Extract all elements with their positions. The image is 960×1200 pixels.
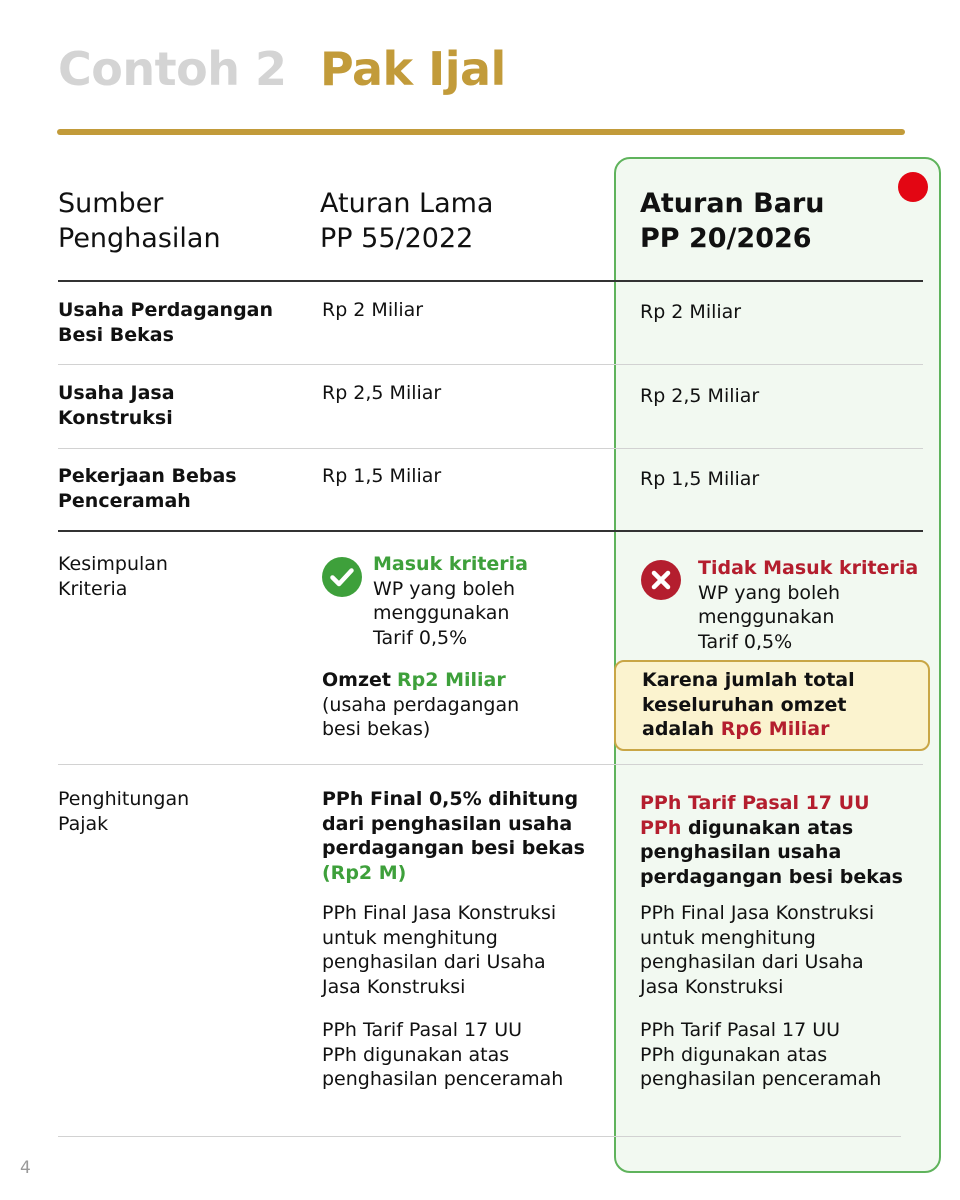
row-source-2 (58, 381, 175, 430)
old-p1-line: perdagangan besi bekas (322, 837, 585, 859)
status-masuk: Masuk kriteria (373, 553, 529, 575)
new-p1-red: PPh (640, 816, 682, 839)
note-line: Karena jumlah total (642, 669, 855, 691)
new-p3-line: PPh digunakan atas (640, 1043, 828, 1066)
title-name: Pak Ijal (320, 42, 506, 96)
new-p1 (640, 791, 903, 889)
kesimpulan-new-desc: WP yang boleh (698, 581, 841, 604)
header-source-line2: Penghasilan (58, 223, 221, 254)
omzet-label: Omzet (322, 669, 391, 691)
omzet-old (322, 668, 519, 742)
row-old-value-3: Rp 1,5 Miliar (322, 465, 442, 487)
old-p3-line: PPh Tarif Pasal 17 UU (322, 1019, 523, 1041)
section-divider (58, 530, 923, 532)
new-p2-line: PPh Final Jasa Konstruksi (640, 902, 875, 924)
old-p2-line: untuk menghitung (322, 926, 498, 949)
omzet-note: (usaha perdagangan (322, 693, 520, 716)
x-circle-icon (641, 560, 681, 600)
kesimpulan-label (58, 552, 168, 601)
status-tidak-masuk: Tidak Masuk kriteria (698, 557, 919, 579)
row-new-value-2: Rp 2,5 Miliar (640, 385, 760, 407)
old-p3-line: penghasilan penceramah (322, 1068, 564, 1090)
kesimpulan-label-line2: Kriteria (58, 577, 128, 600)
new-p3 (640, 1018, 903, 1092)
old-p2 (322, 901, 585, 999)
row-source-3 (58, 464, 237, 513)
new-p3-line: penghasilan penceramah (640, 1068, 882, 1090)
page-number: 4 (20, 1158, 31, 1178)
kesimpulan-old-desc: Tarif 0,5% (373, 626, 468, 649)
header-new-line1: Aturan Baru (640, 188, 825, 219)
omzet-note-text (642, 668, 855, 742)
row-source-line: Konstruksi (58, 406, 173, 429)
header-old-line2: PP 55/2022 (320, 223, 474, 254)
omzet-note: besi bekas) (322, 718, 431, 740)
new-p1-rest: digunakan atas (681, 816, 854, 839)
new-p3-line: PPh Tarif Pasal 17 UU (640, 1019, 841, 1041)
old-p1-line: PPh Final 0,5% dihitung (322, 788, 579, 810)
header-source (58, 186, 221, 256)
row-divider (58, 448, 923, 449)
row-source-line: Usaha Perdagangan (58, 299, 274, 321)
old-p2-line: Jasa Konstruksi (322, 975, 466, 998)
kesimpulan-new-desc: menggunakan (698, 606, 835, 628)
penghitungan-label-line1: Penghitungan (58, 788, 190, 810)
header-old-line1: Aturan Lama (320, 188, 494, 219)
old-p1-value: (Rp2 M) (322, 861, 407, 884)
header-new-line2: PP 20/2026 (640, 223, 812, 254)
penghitungan-label-line2: Pajak (58, 812, 109, 835)
bottom-divider (58, 1136, 901, 1137)
row-divider (58, 364, 923, 365)
old-p1 (322, 787, 585, 885)
row-source-line: Besi Bekas (58, 323, 174, 346)
new-p1-line: penghasilan usaha (640, 841, 842, 863)
kesimpulan-new-desc: Tarif 0,5% (698, 630, 793, 653)
penghitungan-new (640, 791, 903, 1092)
kesimpulan-old (373, 552, 528, 650)
row-source-line: Penceramah (58, 489, 191, 512)
kesimpulan-new (698, 556, 918, 654)
old-p3-line: PPh digunakan atas (322, 1043, 510, 1066)
header-old-rule (320, 186, 493, 256)
penghitungan-label (58, 787, 189, 836)
header-source-line1: Sumber (58, 188, 164, 219)
note-prefix: adalah (642, 718, 715, 740)
new-p2-line: untuk menghitung (640, 926, 816, 949)
old-p2-line: penghasilan dari Usaha (322, 951, 546, 973)
old-p2-line: PPh Final Jasa Konstruksi (322, 902, 557, 924)
note-line: keseluruhan omzet (642, 693, 847, 716)
kesimpulan-label-line1: Kesimpulan (58, 553, 168, 575)
row-divider (58, 764, 923, 765)
row-old-value-1: Rp 2 Miliar (322, 299, 424, 321)
row-new-value-1: Rp 2 Miliar (640, 301, 742, 323)
new-p2 (640, 901, 903, 999)
penghitungan-old (322, 787, 585, 1092)
note-total-omzet: Rp6 Miliar (720, 718, 830, 740)
new-p2-line: Jasa Konstruksi (640, 975, 784, 998)
header-new-rule (640, 186, 825, 256)
title-prefix: Contoh 2 (58, 42, 287, 96)
new-p1-line: perdagangan besi bekas (640, 865, 903, 888)
row-new-value-3: Rp 1,5 Miliar (640, 468, 760, 490)
kesimpulan-old-desc: WP yang boleh (373, 577, 516, 600)
old-p3 (322, 1018, 585, 1092)
kesimpulan-old-desc: menggunakan (373, 602, 510, 624)
row-old-value-2: Rp 2,5 Miliar (322, 382, 442, 404)
old-p1-line: dari penghasilan usaha (322, 812, 573, 835)
row-source-line: Usaha Jasa (58, 382, 175, 404)
row-source-1 (58, 298, 273, 347)
check-circle-icon (322, 557, 362, 597)
omzet-value: Rp2 Miliar (397, 669, 506, 691)
header-divider (58, 280, 923, 282)
title-divider (57, 129, 905, 135)
new-p1-line: PPh Tarif Pasal 17 UU (640, 792, 870, 814)
row-source-line: Pekerjaan Bebas (58, 465, 237, 487)
new-p2-line: penghasilan dari Usaha (640, 951, 864, 973)
red-dot-marker (898, 172, 928, 202)
